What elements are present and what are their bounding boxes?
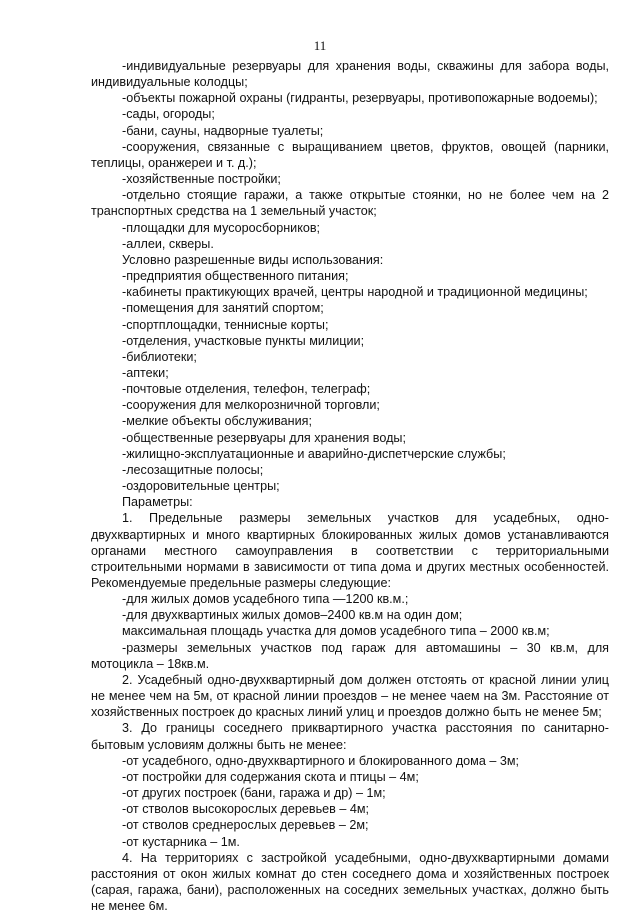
paragraph: -хозяйственные постройки; [122, 172, 281, 187]
paragraph: Параметры: [122, 495, 193, 510]
paragraph: -для двухквартиных жилых домов–2400 кв.м на один дом; [122, 608, 463, 623]
paragraph: -бани, сауны, надворные туалеты; [122, 123, 324, 138]
paragraph: -от стволов высокорослых деревьев – 4м; [122, 802, 370, 817]
paragraph: -от других построек (бани, гаража и др) – 1м; [122, 786, 386, 801]
document-body [91, 58, 609, 914]
paragraph: -индивидуальные резервуары для хранения воды, скважины для забора воды, индивидуальные колодцы; [91, 59, 609, 90]
paragraph: -объекты пожарной охраны (гидранты, резервуары, противопожарные водоемы); [122, 91, 598, 106]
paragraph: -сооружения, связанные с выращиванием цветов, фруктов, овощей (парники, теплицы, оранжереи и т. д.); [91, 139, 609, 170]
paragraph: -размеры земельных участков под гараж для автомашины – 30 кв.м, для мотоцикла – 18кв.м. [91, 640, 609, 671]
paragraph: -кабинеты практикующих врачей, центры народной и традиционной медицины; [122, 285, 588, 300]
page-number: 11 [313, 38, 327, 53]
paragraph: 3. До границы соседнего приквартирного участка расстояния по санитарно-бытовым условиям должны быть не менее: [91, 721, 609, 752]
paragraph: -спортплощадки, теннисные корты; [122, 317, 329, 332]
paragraph: -общественные резервуары для хранения воды; [122, 430, 406, 445]
paragraph: -отделения, участковые пункты милиции; [122, 333, 365, 348]
paragraph: -помещения для занятий спортом; [122, 301, 324, 316]
paragraph: -оздоровительные центры; [122, 479, 280, 494]
paragraph: -жилищно-эксплуатационные и аварийно-диспетчерские службы; [122, 446, 506, 461]
paragraph: -от кустарника – 1м. [122, 834, 240, 849]
paragraph: -библиотеки; [122, 349, 197, 364]
paragraph: 2. Усадебный одно-двухквартирный дом должен отстоять от красной линии улиц не менее чем на 5м, от красной линии проездов – не менее чаем на 3м. Расстояние от хозяйственных построек до красных линий улиц и проездов должно быть не менее 5м; [91, 672, 609, 720]
paragraph: максимальная площадь участка для домов усадебного типа – 2000 кв.м; [122, 624, 550, 639]
paragraph: 4. На территориях с застройкой усадебными, одно-двухквартирными домами расстояния от окон жилых комнат до стен соседнего дома и хозяйственных построек (сарая, гаража, бани), расположенных на соседних земельных участках, должно быть не менее 6м. [91, 850, 609, 914]
paragraph: -мелкие объекты обслуживания; [122, 414, 312, 429]
paragraph: -почтовые отделения, телефон, телеграф; [122, 382, 371, 397]
paragraph: 1. Предельные размеры земельных участков для усадебных, одно-двухквартирных и много квартирных блокированных жилых домов устанавливаются органами местного самоуправления в соответствии с территориальными строительными нормами в зависимости от типа дома и других местных особенностей. Рекомендуемые предельные размеры следующие: [91, 511, 609, 590]
paragraph: -для жилых домов усадебного типа —1200 кв.м.; [122, 592, 409, 607]
paragraph: -аптеки; [122, 365, 169, 380]
paragraph: -отдельно стоящие гаражи, а также открытые стоянки, но не более чем на 2 транспортных средства на 1 земельный участок; [91, 188, 609, 219]
paragraph: -от постройки для содержания скота и птицы – 4м; [122, 769, 419, 784]
paragraph: -от усадебного, одно-двухквартирного и блокированного дома – 3м; [122, 753, 519, 768]
paragraph: -площадки для мусоросборников; [122, 220, 321, 235]
paragraph: -предприятия общественного питания; [122, 269, 349, 284]
paragraph: Условно разрешенные виды использования: [122, 252, 384, 267]
paragraph: -лесозащитные полосы; [122, 462, 264, 477]
paragraph: -аллеи, скверы. [122, 236, 214, 251]
paragraph: -сооружения для мелкорозничной торговли; [122, 398, 380, 413]
paragraph: -от стволов среднерослых деревьев – 2м; [122, 818, 369, 833]
paragraph: -сады, огороды; [122, 107, 215, 122]
